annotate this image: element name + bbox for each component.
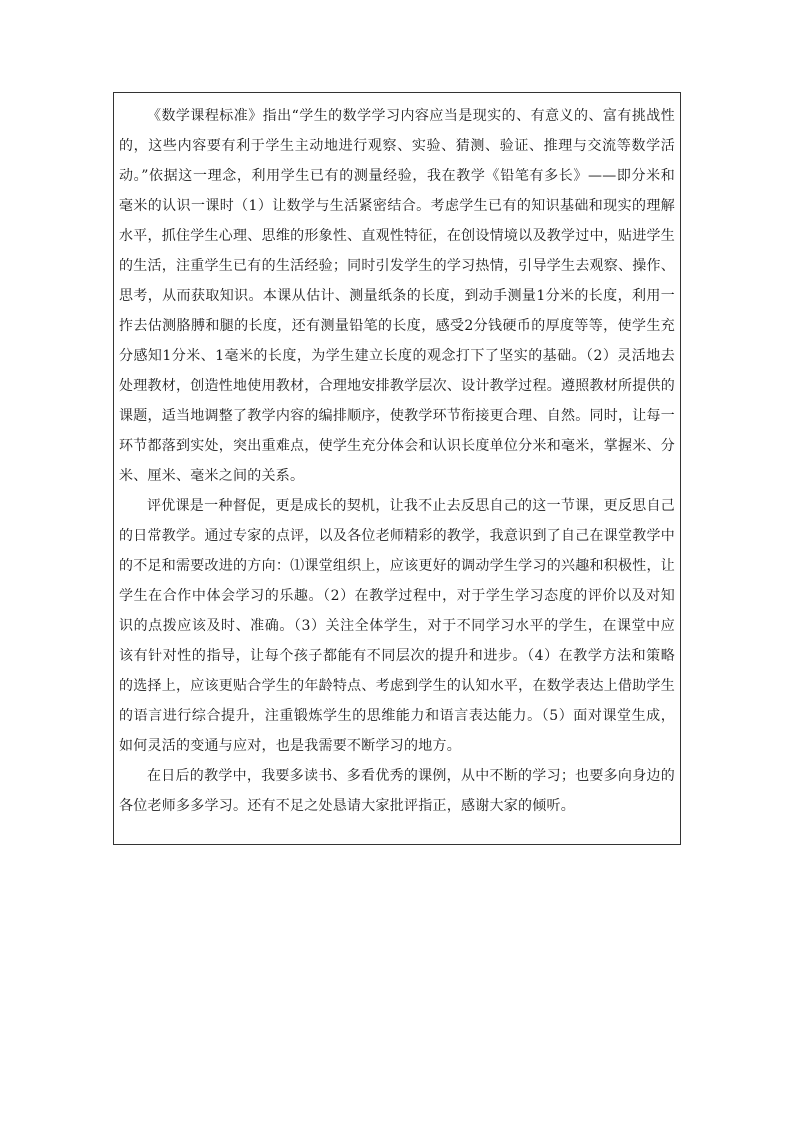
paragraph-reflection: 评优课是一种督促，更是成长的契机，让我不止去反思自己的这一节课，更反思自己的日常教学。通过专家的点评，以及各位老师精彩的教学，我意识到了自己在课堂教学中的不足和需要改进的方向：⑴课堂组织上，应该更好的调动学生学习的兴趣和积极性，让学生在合作中体会学习的乐趣。（2）在教学过程中，对于学生学习态度的评价以及对知识的点拨应该及时、准确。（3）关注全体学生，对于不同学习水平的学生，在课堂中应该有针对性的指导，让每个孩子都能有不同层次的提升和进步。（4）在教学方法和策略的选择上，应该更贴合学生的年龄特点、考虑到学生的认知水平，在数学表达上借助学生的语言进行综合提升，注重锻炼学生的思维能力和语言表达能力。（5）面对课堂生成，如何灵活的变通与应对，也是我需要不断学习的地方。: [119, 498, 675, 754]
paragraph-future-plans: 在日后的教学中，我要多读书、多看优秀的课例，从中不断的学习；也要多向身边的各位老师多多学习。还有不足之处恳请大家批评指正，感谢大家的倾听。: [119, 768, 675, 814]
paragraph-curriculum-standard: 《数学课程标准》指出“学生的数学学习内容应当是现实的、有意义的、富有挑战性的，这些内容要有利于学生主动地进行观察、实验、猜测、验证、推理与交流等数学活动。”依据这一理念，利用学生已有的测量经验，我在教学《铅笔有多长》——即分米和毫米的认识一课时（1）让数学与生活紧密结合。考虑学生已有的知识基础和现实的理解水平，抓住学生心理、思维的形象性、直观性特征，在创设情境以及教学过中，贴进学生的生活，注重学生已有的生活经验；同时引发学生的学习热情，引导学生去观察、操作、思考，从而获取知识。本课从估计、测量纸条的长度，到动手测量1分米的长度，利用一拃去估测胳膊和腿的长度，还有测量铅笔的长度，感受2分钱硬币的厚度等等，使学生充分感知1分米、1毫米的长度，为学生建立长度的观念打下了坚实的基础。（2）灵活地去处理教材，创造性地使用教材，合理地安排教学层次、设计教学过程。遵照教材所提供的课题，适当地调整了教学内容的编排顺序，使教学环节衔接更合理、自然。同时，让每一环节都落到实处，突出重难点，使学生充分体会和认识长度单位分米和毫米，掌握米、分米、厘米、毫米之间的关系。: [119, 108, 675, 484]
text-table-cell: [113, 92, 681, 845]
